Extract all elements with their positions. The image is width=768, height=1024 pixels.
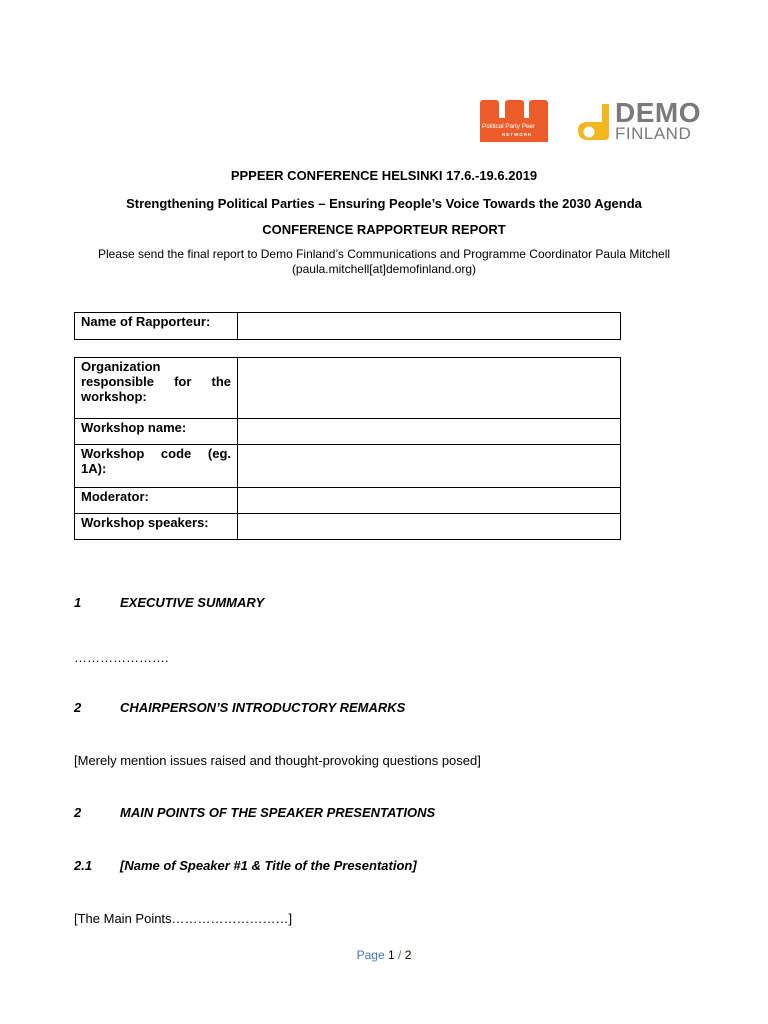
section-heading-executive-summary: 1 EXECUTIVE SUMMARY	[74, 595, 265, 610]
workshop-code-field[interactable]	[238, 445, 621, 488]
moderator-field[interactable]	[238, 488, 621, 514]
table-row	[75, 358, 621, 419]
organization-label: Organization responsible for the workshop:	[75, 358, 238, 419]
instruction-text	[0, 247, 768, 277]
workshop-name-field[interactable]	[238, 419, 621, 445]
finland-logo-text: FINLAND	[615, 124, 692, 143]
table-row	[75, 313, 621, 340]
page-number: Page 1 / 2	[356, 948, 412, 962]
section-heading-main-points: 2 MAIN POINTS OF THE SPEAKER PRESENTATIONS	[74, 805, 436, 820]
speakers-field[interactable]	[238, 514, 621, 540]
ppp-logo-text: Political Party Peer	[482, 123, 535, 130]
report-title: CONFERENCE RAPPORTEUR REPORT	[262, 222, 506, 237]
rapporteur-label: Name of Rapporteur:	[75, 313, 238, 340]
instruction-line-2: (paula.mitchell[at]demofinland.org)	[291, 262, 477, 276]
workshop-code-label: Workshop code (eg. 1A):	[75, 445, 238, 488]
logos	[478, 96, 708, 146]
executive-summary-body: ………………….	[74, 650, 169, 665]
table-row	[75, 488, 621, 514]
workshop-name-label: Workshop name:	[75, 419, 238, 445]
document-title: PPPEER CONFERENCE HELSINKI 17.6.-19.6.2019	[230, 168, 538, 183]
ppp-logo-subtext: NETWORK	[502, 132, 533, 137]
workshop-table	[74, 357, 621, 540]
subsection-heading-speaker-1: 2.1 [Name of Speaker #1 & Title of the Presentation]	[74, 858, 417, 873]
demo-logo-text: DEMO	[615, 97, 701, 128]
moderator-label: Moderator:	[75, 488, 238, 514]
document-subtitle: Strengthening Political Parties – Ensuring People’s Voice Towards the 2030 Agenda	[126, 196, 642, 211]
table-row	[75, 514, 621, 540]
table-row	[75, 419, 621, 445]
ppp-network-logo	[478, 96, 554, 144]
rapporteur-field[interactable]	[238, 313, 621, 340]
section-heading-chairperson-remarks: 2 CHAIRPERSON’S INTRODUCTORY REMARKS	[74, 700, 406, 715]
demo-finland-logo-icon	[576, 102, 616, 142]
chairperson-remarks-body: [Merely mention issues raised and thought-provoking questions posed]	[74, 753, 481, 768]
speaker-1-main-points: [The Main Points………………………]	[74, 911, 293, 926]
rapporteur-table	[74, 312, 621, 340]
speakers-label: Workshop speakers:	[75, 514, 238, 540]
instruction-line-1: Please send the final report to Demo Finland’s Communications and Programme Coordinator Paula Mitchell	[97, 247, 671, 261]
table-row	[75, 445, 621, 488]
organization-field[interactable]	[238, 358, 621, 419]
